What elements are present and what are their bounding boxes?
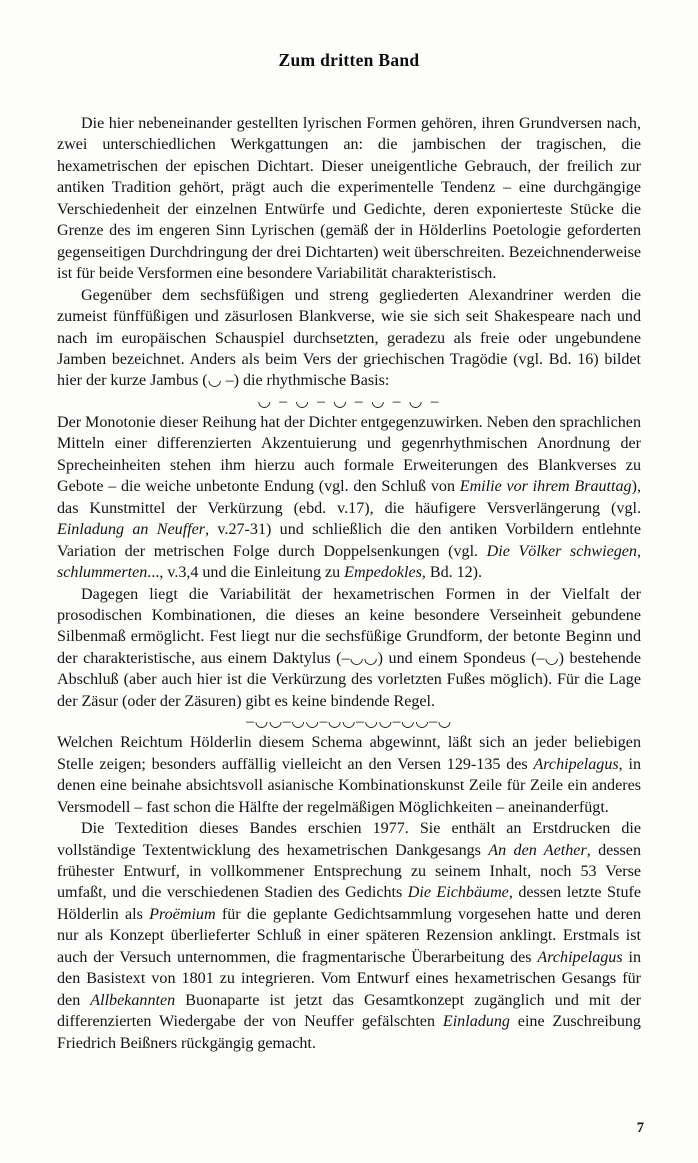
work-title-einladung: Einladung (442, 1013, 510, 1031)
work-title-archipelagus-1: Archipelagus (533, 755, 619, 773)
page-number: 7 (636, 1120, 644, 1136)
scansion-line-hexameter: –◡◡–◡◡–◡◡–◡◡–◡◡–◡ (246, 713, 452, 731)
paragraph-1-text: Die hier nebeneinander gestellten lyrischen Formen gehören, ihren Grundversen nach, zwei unterschiedlichen Werkgattungen an: die jambischen der tragischen, die hexametrischen der epischen Dichtart. Dieser uneigentliche Gebrauch, der freilich zur antiken Tradition gehört, prägt auch die experimentelle Tendenz – eine durchgängige Verschiedenheit der einzelnen Entwürfe und Gedichte, deren exponierteste Stücke die Grenze des im engeren Sinn Lyrischen (gemäß der in Hölderlins Poetologie geforderten gegenseitigen Durchdringung der drei Dichtarten) weit überschreiten. Bezeichnenderweise ist für beide Versformen eine besondere Variabilität charakteristisch. (57, 115, 641, 283)
page-title: Zum dritten Band (278, 50, 420, 70)
paragraph-5-text-b: , in denen eine beinahe absichtsvoll asianische Kombinationskunst Zeile für Zeile ein anderes Versmodell – fast schon die Hälfte der regelmäßigen Möglichkeiten – aneinanderfügt. (57, 755, 641, 816)
work-title-die-eichbaeume: Die Eichbäume (407, 884, 509, 902)
work-title-empedokles: Empedokles (344, 564, 422, 582)
paragraph-6-text-e: in den Basistext von 1801 zu integrieren. Vom Entwurf eines hexametrischen Gesangs für den (57, 948, 641, 1009)
paragraph-6-text-g: eine Zuschreibung Friedrich Beißners rückgängig gemacht. (57, 1013, 641, 1052)
paragraph-4 (57, 584, 641, 713)
work-title-die-voelker-schwiegen: Die Völker schwiegen, schlummerten (57, 542, 641, 582)
paragraph-6-text-a: Die Textedition dieses Bandes erschien 1977. Sie enthält an Erstdrucken die vollständige Textentwicklung des hexametrischen Dankgesangs (57, 820, 641, 859)
paragraph-6-text-b: , dessen frühester Entwurf, in vollkommener Entsprechung zu seinem Inhalt, noch 53 Verse umfaßt, und die verschiedenen Stadien des Gedichts (57, 841, 641, 902)
paragraph-4-text: Dagegen liegt die Variabilität der hexametrischen Formen in der Vielfalt der prosodischen Kombinationen, die dieses an keine besondere Verseinheit gebundene Silbenmaß ermöglicht. Fest liegt nur die sechsfüßige Grundform, der betonte Beginn und der charakteristische, aus einem Daktylus (–◡◡) und einem Spondeus (–◡) bestehende Abschluß (aber auch hier ist die Verkürzung des vorletzten Fußes möglich). Für die Lage der Zäsur (oder der Zäsuren) gibt es keine bindende Regel. (57, 585, 641, 710)
work-title-emilie-vor-ihrem-brauttag: Emilie vor ihrem Brauttag (459, 478, 632, 496)
paragraph-6-text-f: Buonaparte ist jetzt das Gesamtkonzept zugänglich und mit der differenzierten Wiedergabe der von Neuffer gefälschten (57, 991, 641, 1031)
paragraph-6-text-d: für die geplante Gedichtsammlung vorgesehen hatte und deren nur als Konzept überlieferter Schluß in einer späteren Rezension anklingt. Erstmals ist auch der Versuch unternommen, die fragmentarische Überarbeitung des (57, 905, 641, 966)
work-title-proemium: Proëmium (149, 905, 216, 923)
work-title-an-den-aether: An den Aether (488, 841, 587, 859)
work-title-archipelagus-2: Archipelagus (537, 948, 623, 966)
work-title-einladung-an-neuffer: Einladung an Neuffer (57, 521, 206, 539)
work-title-allbekannten: Allbekannten (90, 991, 176, 1009)
paragraph-3-text-c: , v.27-31) und schließlich die den antiken Vorbildern entlehnte Variation der metrischen Folge durch Doppelsenkungen (vgl. (57, 521, 641, 560)
paragraph-5-text-a: Welchen Reichtum Hölderlin diesem Schema abgewinnt, läßt sich an jeder beliebigen Stelle zeigen; besonders auffällig vielleicht an den Versen 129-135 des (57, 734, 641, 773)
paragraph-2 (57, 285, 641, 392)
paragraph-1 (57, 113, 641, 285)
paragraph-3-text-b: ), das Kunstmittel der Verkürzung (ebd. v.17), die häufigere Versverlängerung (vgl. (57, 478, 641, 517)
paragraph-2-text: Gegenüber dem sechsfüßigen und streng gegliederten Alexandriner werden die zumeist fünffüßigen und zäsurlosen Blankverse, wie sie sich seit Shakespeare nach und nach im europäischen Schauspiel durchsetzten, geradezu als freie oder ungebundene Jamben bezeichnet. Anders als beim Vers der griechischen Tragödie (vgl. Bd. 16) bildet hier der kurze Jambus (◡ –) die rhythmische Basis: (57, 286, 641, 390)
paragraph-6-text-c: , dessen letzte Stufe Hölderlin als (57, 884, 642, 923)
scansion-line-iambic: ◡ – ◡ – ◡ – ◡ – ◡ – (257, 392, 441, 410)
paragraph-3-text-a: Der Monotonie dieser Reihung hat der Dichter entgegenzuwirken. Neben den sprachlichen Mitteln einer differenzierten Akzentuierung und gegenrhythmischen Anordnung der Sprecheinheiten stehen ihm hierzu auch formale Erweiterungen des Blankverses zu Gebote – die weiche unbetonte Endung (vgl. den Schluß von (57, 413, 641, 496)
paragraph-3-text-d: ..., v.3,4 und die Einleitung zu (147, 564, 345, 582)
paragraph-6 (57, 818, 641, 1054)
paragraph-3-text-e: , Bd. 12). (421, 564, 483, 582)
paragraph-5 (57, 732, 641, 818)
page-content-column (57, 0, 641, 1054)
paragraph-3 (57, 412, 641, 584)
